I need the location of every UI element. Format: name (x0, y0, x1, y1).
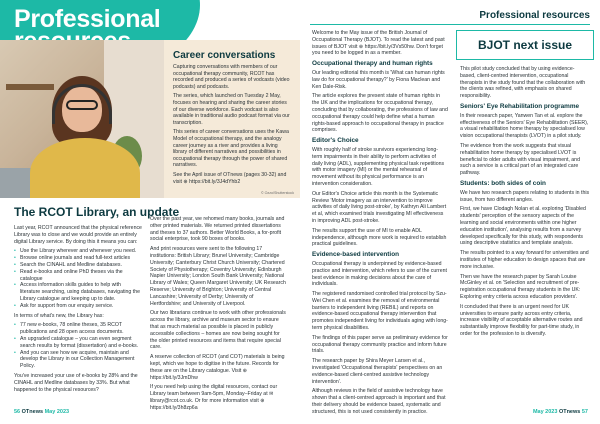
subheading: Seniors' Eye Rehabilitation programme (460, 102, 580, 110)
paragraph: With roughly half of stroke survivors experiencing long-term impairments in their ability to perform activities of daily living (ADL), supplementing physical task repetitions with motor imagery (MI) or the mental rehearsal of movement without its physical performance is an intervention consideration. (312, 146, 445, 187)
rcot-library-title: The RCOT Library, an update (14, 205, 180, 219)
subheading: Occupational therapy and human rights (312, 60, 433, 68)
page-header: Professional resources (479, 10, 590, 21)
paragraph: The results pointed to a way forward for universities and institutes of higher education to design spaces that are more inclusive. (460, 250, 589, 270)
paragraph: Last year, RCOT announced that the physical reference Library was to close and we would provide an entirely digital Library service. By doing this it means you can: (14, 225, 142, 245)
paragraph: First, we have Clodagh Nolan et al. exploring 'Disabled students' perception of the sensory aspects of the learning and social environments within one higher education institution', analysing results from a survey developed specifically for this study, with respondents using descriptive statistics and template analysis. (460, 206, 586, 247)
bjot-next-issue-box (456, 30, 594, 60)
list-item: • 77 new e-books, 78 online theses, 35 RCOT publications and 28 open access documents. (14, 322, 142, 336)
list-item: • Read e-books and online PhD theses via the catalogue (14, 269, 142, 283)
paragraph: Occupational therapy is underpinned by evidence-based practice and intervention, which refers to use of the current best evidence in making decisions about the care of individuals. (312, 260, 447, 288)
paragraph: This pilot study concluded that by using evidence-based, client-centred intervention, occupational therapists in the study found that the collaboration with the clients was refined, with emphasis on shared responsibility. (460, 66, 586, 100)
paragraph: If you need help using the digital resources, contact our Library team between 9am-5pm, Monday–Friday at ✉ library@rcot.co.uk. Or for more information visit ⊕ https://bit.ly/3h8zp6a (150, 384, 278, 411)
left-column-2 (150, 216, 286, 415)
page-number: 56 (14, 409, 21, 415)
paragraph: Welcome to the May issue of the British Journal of Occupational Therapy (BJOT). To read the latest and past issues of BJOT visit ⊕ https://bit.ly/3Vs50hw. Don't forget you need to be logged in as a member. (312, 30, 445, 57)
list-item: • Search the CINAHL and Medline databases. (14, 262, 142, 269)
list-item: • Browse online journals and read full-text articles (14, 255, 142, 262)
subheading: Evidence-based intervention (312, 251, 400, 259)
issue-date: May 2023 (532, 409, 558, 415)
publication-name: OTnews (21, 409, 44, 415)
bullet-list (14, 248, 142, 309)
list-item: • Use the Library wherever and whenever you need. (14, 248, 142, 255)
paragraph: Our leading editorial this month is 'What can human rights law do for occupational therapy?' by Fiona Maclean and Ken Dale-Risk. (312, 69, 445, 90)
career-conversations-box (164, 40, 300, 198)
list-item: • Access information skills guides to help with literature searching, using databases, navigating the Library catalogue and keeping up to date. (14, 282, 142, 302)
career-heading: Career conversations (173, 50, 276, 61)
paragraph: We have two research papers relating to students in this issue, from two different angles. (460, 189, 590, 203)
paragraph: The results support the use of MI to enable ADL independence, although more work is required to establish practical guidelines. (312, 227, 447, 248)
paragraph: The evidence from the work suggests that visual rehabilitation home therapy by specialised LVOT is beneficial to older adults with visual impairment, and such a service is a critical part of an integrated care pathway. (460, 142, 580, 177)
paragraph: Over the past year, we rehomed many books, journals and other printed materials. We returned printed dissertations and theses to 37 authors. Better World Books, a for-profit social enterprise, took 90 boxes of books. (150, 216, 285, 243)
paragraph: Our two librarians continue to work with other professionals across the library, archive and museum sector to ensure that as much material as possible is placed in publicly accessible collections – homes are now being sought for the older printed resources and items that require special care. (150, 310, 286, 351)
paragraph: A reserve collection of RCOT (and COT) materials is being kept, which we hope to digitise in the future. Records for these are on the Library catalogue. Visit ⊕ https://bit.ly/3JmDhw (150, 354, 285, 381)
page-number: 57 (581, 409, 588, 415)
paragraph: The registered randomised controlled trial protocol by Szu-Wei Chen et al. examines the removal of environmental barriers to independent living (REBIL) and reports on evidence-based occupational therapy intervention that promotes independent living for individuals aging with long-term physical disabilities. (312, 291, 448, 332)
paragraph: And print resources were sent to the following 17 institutions: British Library; Brunel University; Cambridge University; Canterbury Christ Church University; Chartered Society of Physiotherapy; Coventry University; Edinburgh Napier University; London South Bank University; National Library of Wales; Queen Margaret University; UK Research Reserve; University of Brighton; University of Central Lancashire; University of Derby; University of Hertfordshire; and University of Liverpool. (150, 246, 286, 307)
paragraph: It concluded that there is an urgent need for UK universities to ensure parity across entry criteria, increase visibility of acceptable alternative routes and substantially improve flexibility for part-time study, in order for the profession to is diversify. (460, 303, 583, 337)
list-item: • And you can see how we acquire, maintain and develop the Library in our Collection Management Policy. (14, 350, 142, 370)
header-rule (310, 24, 590, 25)
list-item: • Ask for support from our enquiry service. (14, 303, 142, 310)
paragraph: Then we have the research paper by Sarah Louise McGinley et al. on 'Selection and recruitment of pre-registration occupational therapy students in the UK: Exploring entry criteria across education providers'. (460, 273, 581, 300)
paragraph: You've increased your use of e-books by 28% and the CINAHL and Medline databases by 33%. But what happened to the physical resources? (14, 372, 138, 393)
paragraph: Although reviews in the field of assistive technology have shown that a client-centred approach is important and that their delivery should be evidence based, systematic and structured, this is not used consistently in practice. (312, 388, 446, 415)
section-title: Professional (14, 5, 161, 33)
paragraph: The findings of this paper serve as preliminary evidence for occupational therapy community practice and inform future trials. (312, 334, 448, 355)
issue-date: May 2023 (44, 409, 70, 415)
bjot-title: BJOT next issue (477, 38, 573, 52)
footer-left (14, 409, 69, 415)
paragraph: In their research paper, Yanwen Tan et al. explore the effectiveness of the Seniors' Eye Rehabilitation (SEER), a visual rehabilitation home therapy by specialised low vision occupational therapists (LVOT) in a pilot study. (460, 112, 589, 140)
paragraph: The research paper by Shira Meyer Larsen et al., investigated 'Occupational therapists' perspectives on an evidence-based client-centred assistive technology intervention'. (312, 358, 443, 385)
left-column-1 (14, 225, 142, 396)
paragraph: Our Editor's Choice article this month is the Systematic Review 'Motor imagery as an intervention to improve activities of daily living post-stroke', by Kathryn Ali Lambert et al, which examined trials investigating MI effectiveness in improving ADL post-stroke. (312, 190, 447, 224)
career-para: The series, which launched on Tuesday 2 May, focuses on hearing and sharing the career stories of our diverse workforce. Each vodcast is also available in traditional audio podcast format via our transcription. (173, 93, 290, 126)
paragraph: In terms of what's new, the Library has: (14, 312, 104, 319)
list-item: • An upgraded catalogue – you can even segment search results by format (dissertation) and e-books. (14, 336, 142, 350)
paragraph: The article explores the present state of human rights in the UK and the implications for occupational therapy, concluding that by collaborating, the professions of law and occupational therapy could help define what a human rights-based approach to occupational therapy in practice comprises. (312, 93, 448, 134)
right-column-2 (460, 66, 590, 341)
career-photo (0, 40, 164, 198)
career-para: Capturing conversations with members of our occupational therapy community, RCOT has recorded and produced a series of vodcasts (video podcasts) and podcasts. (173, 64, 290, 90)
right-column-1 (312, 30, 448, 419)
career-para: See the April issue of OTnews (pages 30-32) and visit ⊕ https://bit.ly/3J4dYhb2 (173, 171, 287, 185)
bullet-list (14, 322, 142, 370)
photo-credit: © Ozzo/Shutterstock (260, 191, 294, 195)
right-page (300, 0, 600, 424)
subheading: Editor's Choice (312, 137, 359, 145)
publication-name: OTnews (558, 409, 581, 415)
subheading: Students: both sides of coin (460, 179, 546, 187)
footer-right (533, 409, 588, 415)
career-para: This series of career conversations uses the Kawa Model of occupational therapy, and the analogy career journey as a river and provides a living library of different narratives and possibilities in occupational therapy through the power of shared narratives. (173, 129, 289, 169)
